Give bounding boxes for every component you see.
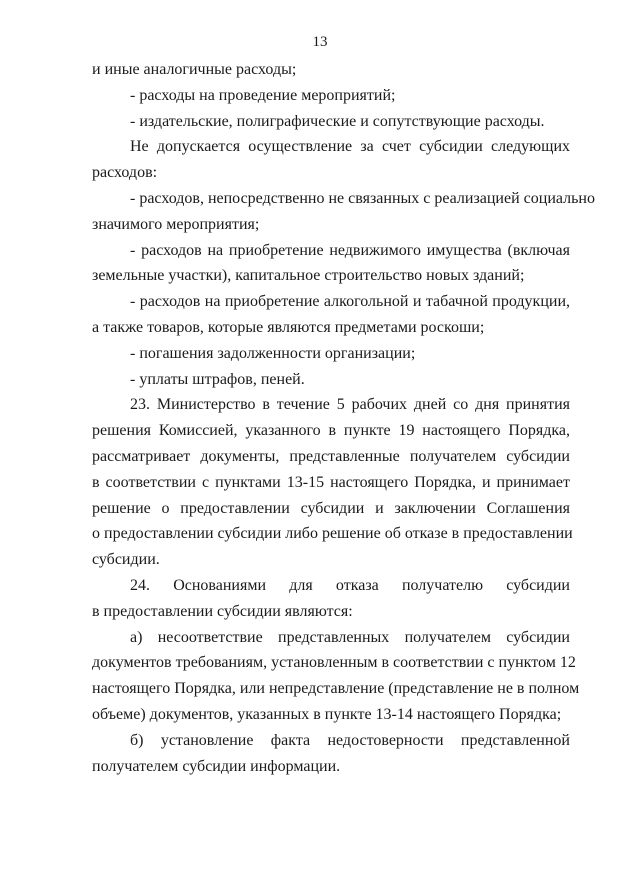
- list-item: - уплаты штрафов, пеней.: [130, 370, 305, 388]
- text-line: а также товаров, которые являются предметами роскоши;: [92, 318, 485, 336]
- paragraph-start-line: Не допускается осуществление за счет субсидии следующих: [130, 138, 570, 156]
- list-item: - расходов, непосредственно не связанных с реализацией социально: [130, 189, 595, 207]
- text-line: документов требованиям, установленным в соответствии с пунктом 12: [92, 654, 576, 672]
- page-number: 13: [312, 34, 328, 50]
- list-item: - расходов на приобретение недвижимого имущества (включая: [130, 241, 570, 259]
- list-item: - погашения задолженности организации;: [130, 344, 416, 362]
- text-line: в соответствии с пунктами 13-15 настоящего Порядка, и принимает: [92, 473, 570, 491]
- paragraph-start-line: 24. Основаниями для отказа получателю субсидии: [130, 576, 570, 594]
- text-line: получателем субсидии информации.: [92, 757, 341, 775]
- text-line: значимого мероприятия;: [92, 215, 260, 233]
- text-line: рассматривает документы, представленные получателем субсидии: [92, 447, 570, 465]
- text-line: настоящего Порядка, или непредставление (представление не в полном: [92, 680, 580, 698]
- document-body: [92, 57, 595, 779]
- text-line: расходов:: [92, 164, 158, 182]
- text-line: в предоставлении субсидии являются:: [92, 602, 353, 620]
- text-line: субсидии.: [92, 551, 160, 569]
- paragraph-start-line: 23. Министерство в течение 5 рабочих дней со дня принятия: [130, 396, 570, 414]
- text-line: объеме) документов, указанных в пункте 13-14 настоящего Порядка;: [92, 705, 562, 723]
- list-item: б) установление факта недостоверности представленной: [130, 731, 570, 749]
- list-item: - расходы на проведение мероприятий;: [130, 86, 396, 104]
- text-line: и иные аналогичные расходы;: [92, 61, 297, 78]
- text-line: решения Комиссией, указанного в пункте 19 настоящего Порядка,: [92, 422, 570, 440]
- text-line: земельные участки), капитальное строительство новых зданий;: [92, 267, 525, 285]
- list-item: - расходов на приобретение алкогольной и табачной продукции,: [130, 293, 570, 311]
- text-line: решение о предоставлении субсидии и заключении Соглашения: [92, 499, 570, 517]
- list-item: - издательские, полиграфические и сопутствующие расходы.: [130, 112, 545, 130]
- text-line: о предоставлении субсидии либо решение об отказе в предоставлении: [92, 525, 573, 543]
- list-item: а) несоответствие представленных получателем субсидии: [130, 628, 570, 646]
